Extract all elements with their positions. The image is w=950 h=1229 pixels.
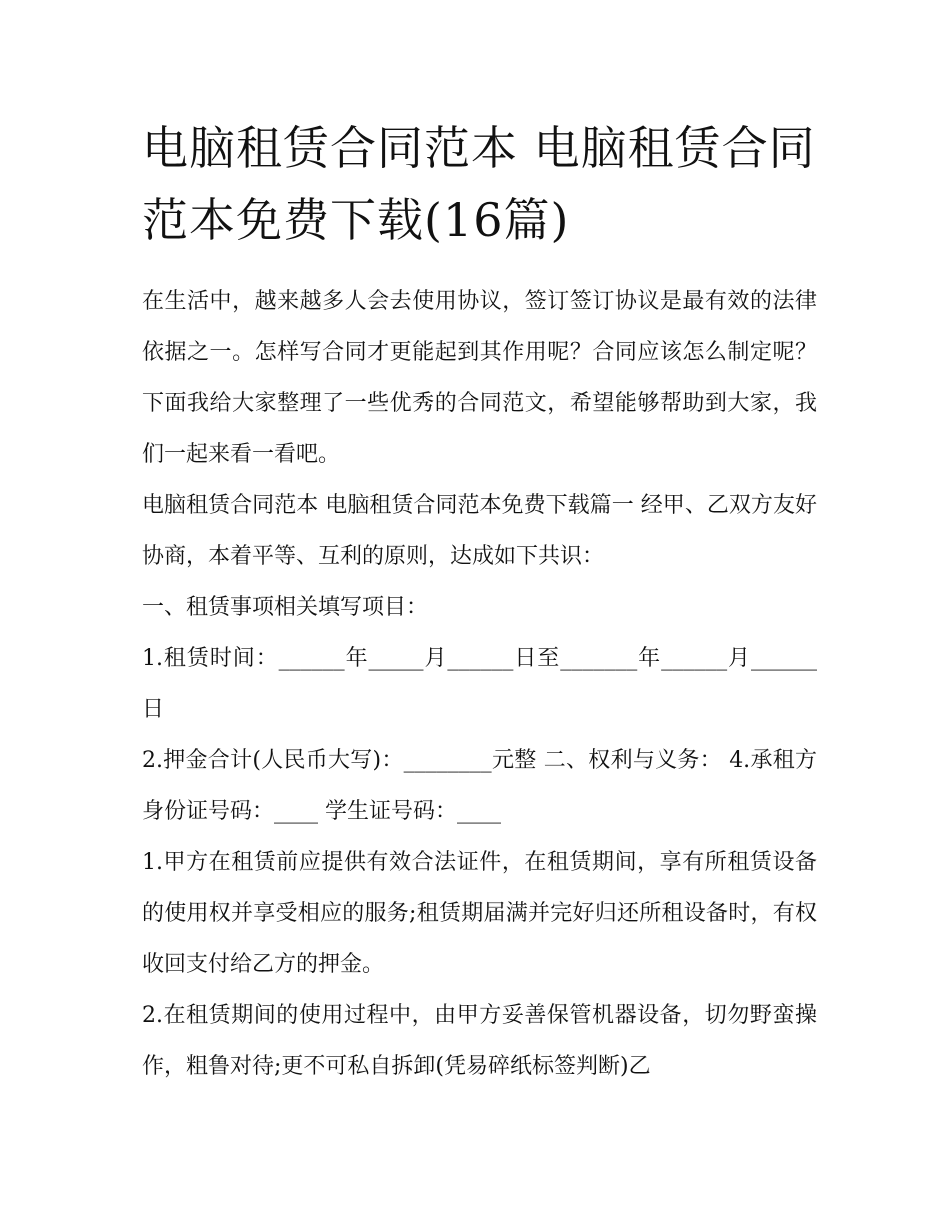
paragraph-clause-1: 1.甲方在租赁前应提供有效合法证件，在租赁期间，享有所租赁设备的使用权并享受相应的服务;租赁期届满并完好归还所租设备时，有权收回支付给乙方的押金。 xyxy=(142,850,817,977)
paragraph-deposit: 2.押金合计(人民币大写)：________元整 二、权利与义务： 4.承租方身份证号码：____ 学生证号码：____ xyxy=(142,748,817,824)
document-title: 电脑租赁合同范本 电脑租赁合同范本免费下载(16篇) xyxy=(142,121,816,247)
paragraph-rental-time: 1.租赁时间：______年_____月______日至_______年______月______日 xyxy=(142,646,817,722)
paragraph-intro: 在生活中，越来越多人会去使用协议，签订签订协议是最有效的法律依据之一。怎样写合同才更能起到其作用呢？合同应该怎么制定呢？下面我给大家整理了一些优秀的合同范文，希望能够帮助到大家，我们一起来看一看吧。 xyxy=(142,289,817,467)
paragraph-contract-opening: 电脑租赁合同范本 电脑租赁合同范本免费下载篇一 经甲、乙双方友好协商，本着平等、互利的原则，达成如下共识： xyxy=(142,493,817,569)
section-heading-rental-items: 一、租赁事项相关填写项目： xyxy=(142,595,429,620)
paragraph-clause-2: 2.在租赁期间的使用过程中，由甲方妥善保管机器设备，切勿野蛮操作，粗鲁对待;更不可私自拆卸(凭易碎纸标签判断)乙 xyxy=(142,1003,817,1079)
document-page xyxy=(142,112,817,1092)
